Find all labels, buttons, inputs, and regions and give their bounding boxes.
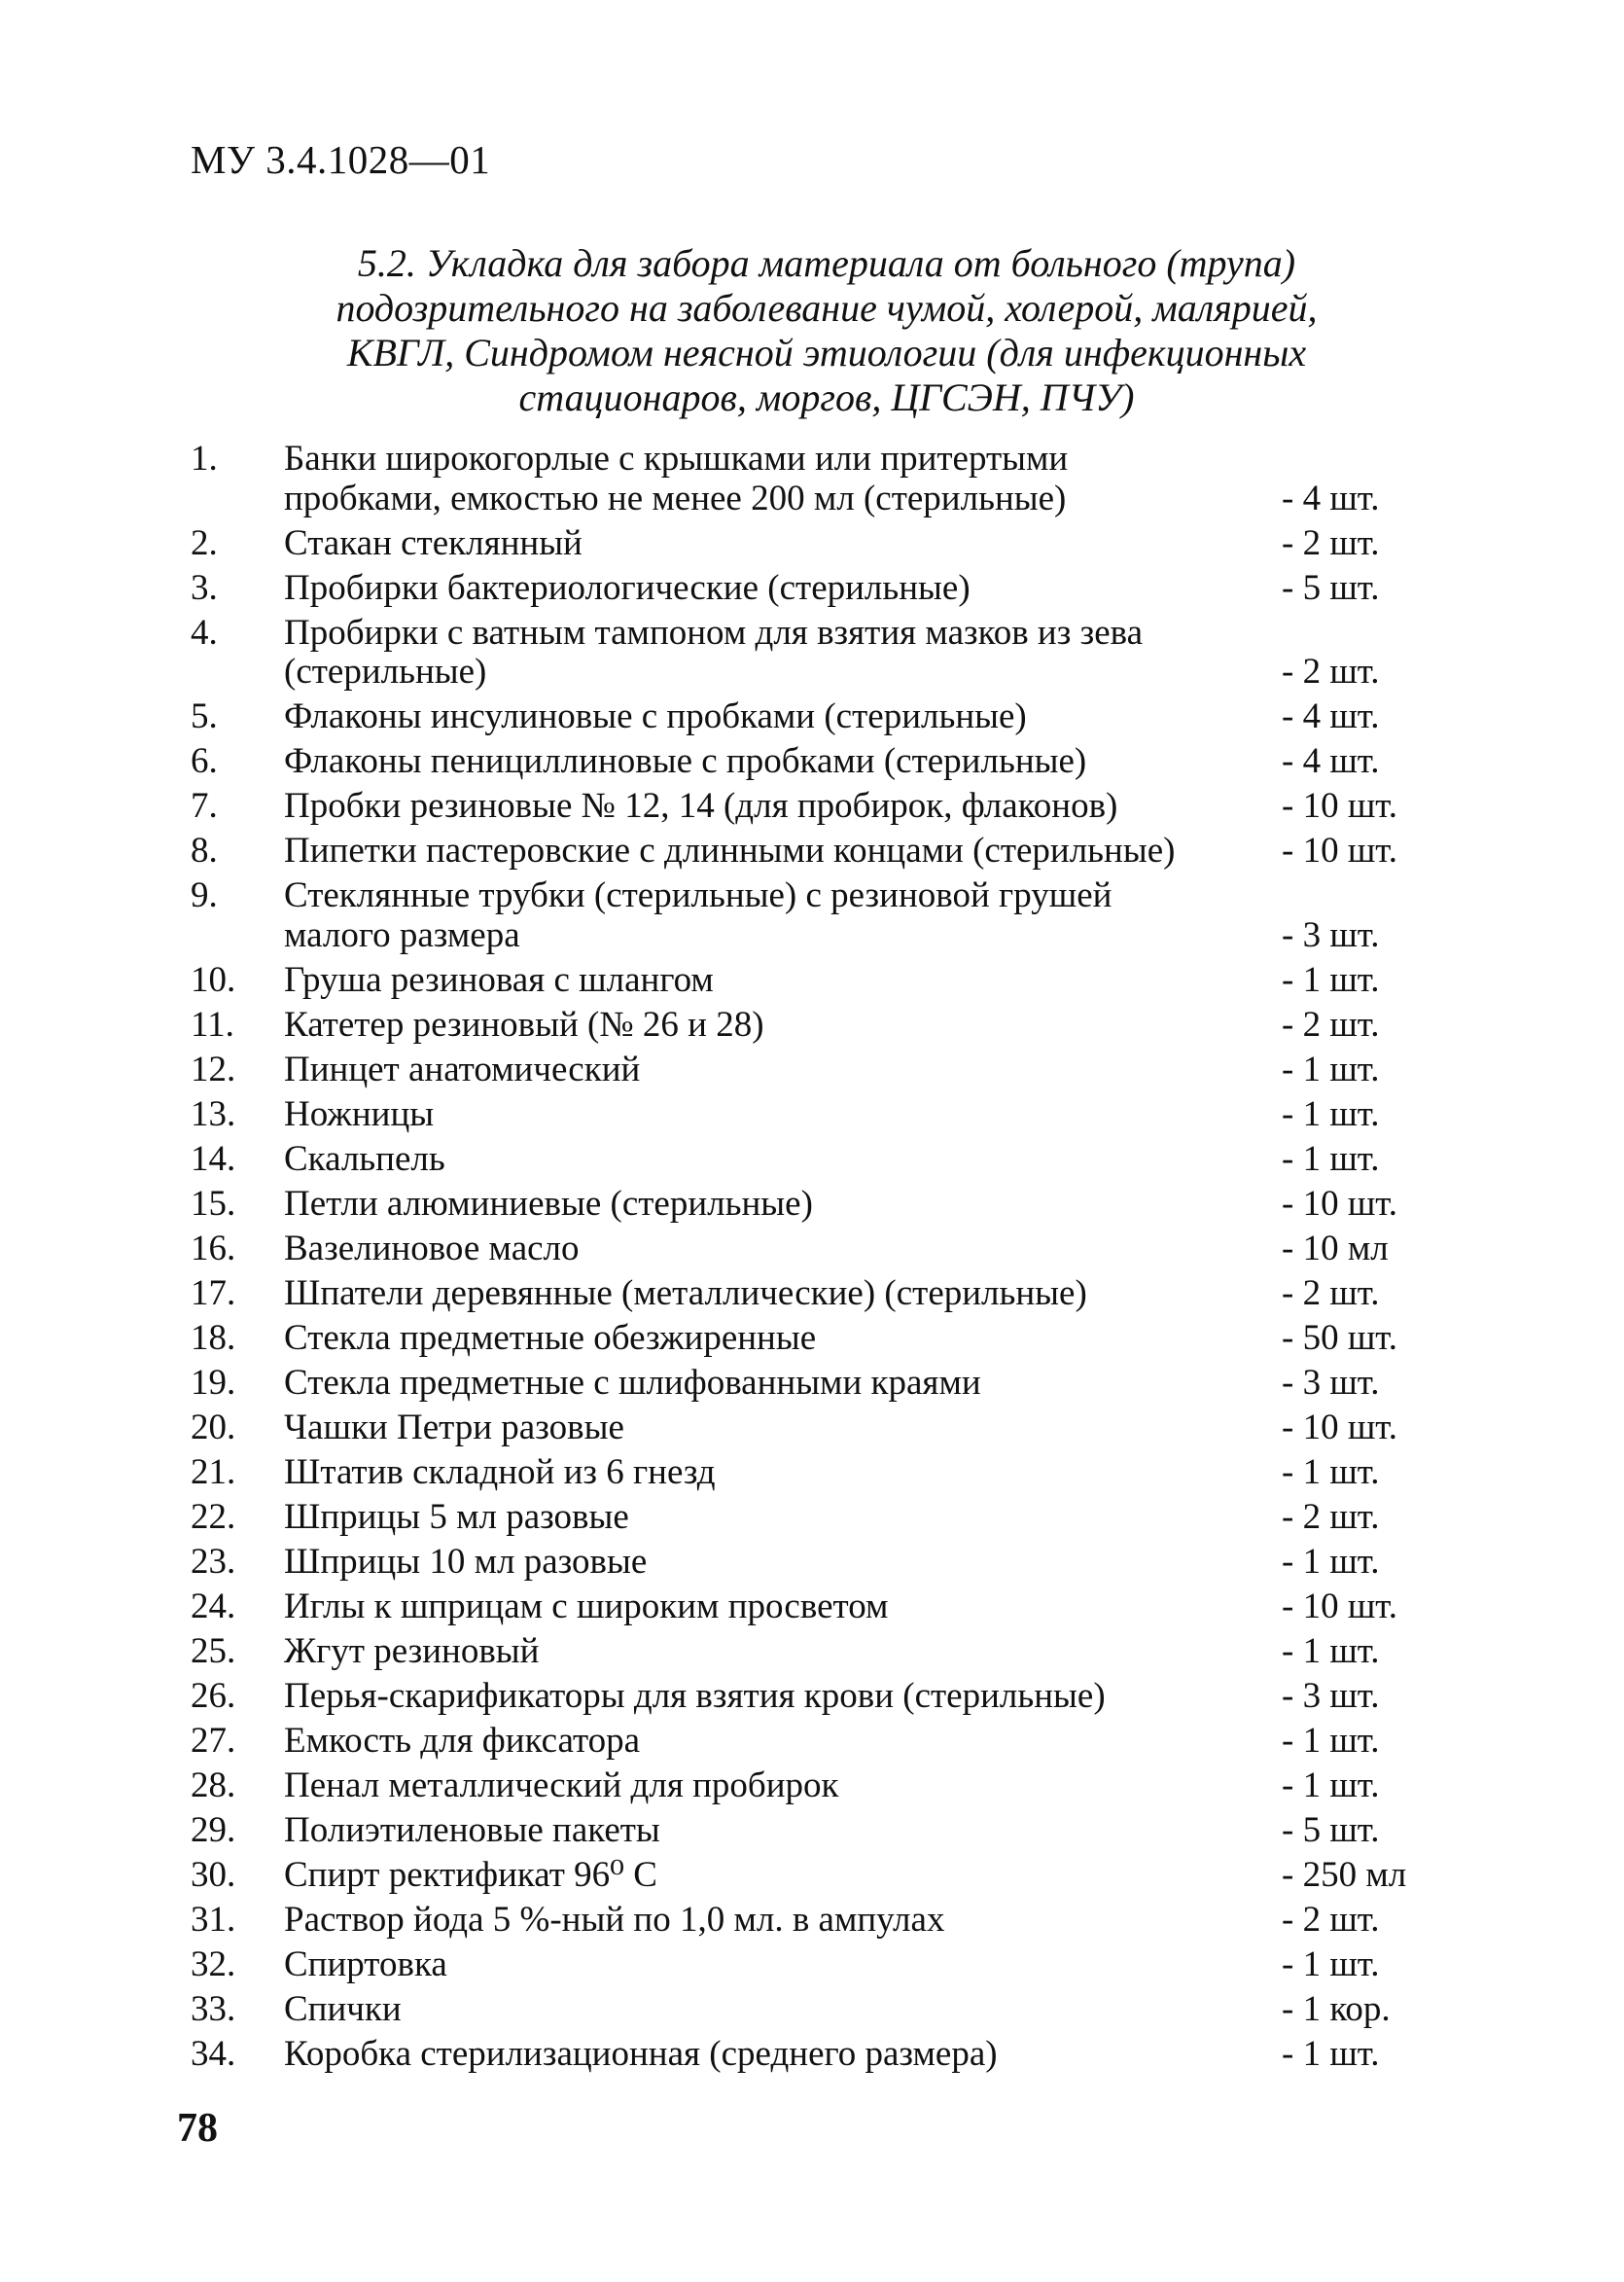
item-number: 7. [191, 786, 218, 826]
item-number: 27. [191, 1720, 236, 1761]
item-number: 26. [191, 1675, 236, 1716]
item-name-line: пробками, емкостью не менее 200 мл (стерильные) [284, 478, 1067, 518]
item-number: 17. [191, 1272, 236, 1313]
item-number: 2. [191, 522, 218, 563]
item-name-line: Стеклянные трубки (стерильные) с резиновой грушей [284, 875, 1112, 915]
item-number: 8. [191, 831, 218, 871]
item-name-line: Груша резиновая с шлангом [284, 959, 714, 1000]
item-name-line: Емкость для фиксатора [284, 1720, 641, 1761]
item-name-line: Раствор йода 5 %-ный по 1,0 мл. в ампулах [284, 1899, 945, 1940]
section-title-line: подозрительного на заболевание чумой, холерой, малярией, [335, 286, 1318, 330]
document-code: МУ 3.4.1028—01 [191, 137, 491, 182]
item-quantity: - 1 шт. [1282, 1943, 1380, 1984]
list-item [191, 1408, 1455, 1453]
item-name [284, 1632, 1256, 1672]
item-name-line: Иглы к шприцам с широким просветом [284, 1586, 889, 1626]
item-name-line: Пипетки пастеровские с длинными концами (стерильные) [284, 831, 1176, 871]
item-name [284, 961, 1256, 1001]
item-name [284, 1274, 1256, 1314]
item-number: 20. [191, 1407, 236, 1447]
item-number: 16. [191, 1228, 236, 1268]
list-item [191, 1543, 1455, 1587]
item-number: 23. [191, 1541, 236, 1582]
list-item [191, 742, 1455, 787]
item-name [284, 1543, 1256, 1583]
item-name-line: Банки широкогорлые с крышками или притертыми [284, 439, 1069, 479]
item-quantity: - 1 шт. [1282, 1765, 1380, 1805]
item-number: 18. [191, 1317, 236, 1358]
item-quantity: - 1 шт. [1282, 1049, 1380, 1089]
list-item [191, 1632, 1455, 1677]
item-number: 30. [191, 1854, 236, 1895]
item-quantity: - 10 шт. [1282, 1586, 1397, 1626]
list-item [191, 1811, 1455, 1856]
item-quantity: - 5 шт. [1282, 1809, 1380, 1850]
list-item [191, 1185, 1455, 1230]
item-name-line: Вазелиновое масло [284, 1228, 580, 1268]
item-number: 12. [191, 1049, 236, 1089]
item-name-line: Стекла предметные с шлифованными краями [284, 1362, 981, 1403]
list-item [191, 876, 1455, 961]
item-name [284, 1364, 1256, 1404]
list-item [191, 1990, 1455, 2035]
item-name [284, 1408, 1256, 1448]
list-item [191, 614, 1455, 698]
item-name [284, 1587, 1256, 1627]
item-name [284, 1901, 1256, 1941]
item-number: 13. [191, 1093, 236, 1134]
item-quantity: - 10 шт. [1282, 831, 1397, 871]
item-name-line: Спирт ректификат 96⁰ С [284, 1854, 657, 1895]
item-quantity: - 1 шт. [1282, 1541, 1380, 1582]
item-name-line: Стакан стеклянный [284, 522, 583, 563]
item-name-line: Жгут резиновый [284, 1630, 540, 1671]
item-name-line: Шприцы 5 мл разовые [284, 1496, 629, 1537]
item-name-line: Перья-скарификаторы для взятия крови (стерильные) [284, 1675, 1106, 1716]
item-name [284, 1051, 1256, 1090]
list-item [191, 440, 1455, 524]
item-quantity: - 1 кор. [1282, 1988, 1391, 2029]
list-item [191, 1140, 1455, 1185]
item-name [284, 1856, 1256, 1896]
item-number: 33. [191, 1988, 236, 2029]
item-name [284, 2035, 1256, 2075]
item-name [284, 1140, 1256, 1180]
list-item [191, 1319, 1455, 1364]
list-item [191, 1453, 1455, 1498]
list-item [191, 1051, 1455, 1095]
list-item [191, 1095, 1455, 1140]
item-name-line: Скальпель [284, 1138, 445, 1179]
item-quantity: - 250 мл [1282, 1854, 1407, 1895]
item-name-line: Катетер резиновый (№ 26 и 28) [284, 1004, 764, 1045]
item-number: 15. [191, 1183, 236, 1224]
list-item [191, 569, 1455, 614]
item-number: 5. [191, 696, 218, 736]
item-name [284, 440, 1256, 518]
item-quantity: - 4 шт. [1282, 478, 1380, 518]
item-number: 14. [191, 1138, 236, 1179]
item-quantity: - 2 шт. [1282, 1272, 1380, 1313]
item-name [284, 1230, 1256, 1269]
item-number: 34. [191, 2033, 236, 2074]
item-name-line: (стерильные) [284, 652, 487, 692]
item-name-line: Флаконы инсулиновые с пробками (стерильные) [284, 696, 1027, 736]
list-item [191, 524, 1455, 569]
item-quantity: - 1 шт. [1282, 959, 1380, 1000]
item-number: 25. [191, 1630, 236, 1671]
item-name-line: Шпатели деревянные (металлические) (стерильные) [284, 1272, 1087, 1313]
item-name-line: Спиртовка [284, 1943, 447, 1984]
item-number: 28. [191, 1765, 236, 1805]
list-item [191, 961, 1455, 1006]
item-quantity: - 2 шт. [1282, 1496, 1380, 1537]
list-item [191, 1766, 1455, 1811]
item-name-line: Стекла предметные обезжиренные [284, 1317, 817, 1358]
list-item [191, 1856, 1455, 1901]
list-item [191, 1364, 1455, 1408]
list-item [191, 1230, 1455, 1274]
item-quantity: - 1 шт. [1282, 1138, 1380, 1179]
item-name-line: малого размера [284, 914, 520, 955]
item-quantity: - 2 шт. [1282, 652, 1380, 692]
list-item [191, 1945, 1455, 1990]
item-name-line: Полиэтиленовые пакеты [284, 1809, 660, 1850]
item-number: 29. [191, 1809, 236, 1850]
section-title [272, 241, 1381, 420]
item-quantity: - 10 шт. [1282, 1407, 1397, 1447]
list-item [191, 832, 1455, 876]
item-name [284, 1006, 1256, 1046]
item-quantity: - 1 шт. [1282, 1451, 1380, 1492]
item-quantity: - 3 шт. [1282, 1675, 1380, 1716]
item-number: 4. [191, 612, 218, 653]
item-name [284, 569, 1256, 609]
item-name-line: Флаконы пенициллиновые с пробками (стерильные) [284, 741, 1087, 781]
item-name [284, 876, 1256, 955]
item-name-line: Пробки резиновые № 12, 14 (для пробирок, флаконов) [284, 786, 1118, 826]
item-name-line: Пенал металлический для пробирок [284, 1765, 839, 1805]
item-name [284, 1677, 1256, 1717]
item-name-line: Пробирки с ватным тампоном для взятия мазков из зева [284, 612, 1144, 653]
list-item [191, 1722, 1455, 1766]
list-item [191, 1587, 1455, 1632]
item-name-line: Спички [284, 1988, 402, 2029]
item-name [284, 524, 1256, 564]
item-number: 11. [191, 1004, 234, 1045]
item-number: 1. [191, 439, 218, 479]
item-number: 10. [191, 959, 236, 1000]
item-name [284, 832, 1256, 872]
item-name [284, 697, 1256, 737]
item-name-line: Пробирки бактериологические (стерильные) [284, 567, 971, 608]
item-number: 24. [191, 1586, 236, 1626]
item-quantity: - 1 шт. [1282, 2033, 1380, 2074]
items-list [191, 440, 1455, 2080]
item-number: 21. [191, 1451, 236, 1492]
item-name [284, 787, 1256, 827]
page-number: 78 [177, 2106, 218, 2151]
item-name [284, 742, 1256, 782]
item-quantity: - 5 шт. [1282, 567, 1380, 608]
list-item [191, 787, 1455, 832]
item-number: 22. [191, 1496, 236, 1537]
item-name [284, 1453, 1256, 1493]
item-name [284, 1811, 1256, 1851]
item-quantity: - 1 шт. [1282, 1093, 1380, 1134]
list-item [191, 1677, 1455, 1722]
item-quantity: - 4 шт. [1282, 696, 1380, 736]
list-item [191, 1006, 1455, 1051]
item-name [284, 1498, 1256, 1538]
item-quantity: - 4 шт. [1282, 741, 1380, 781]
item-quantity: - 1 шт. [1282, 1720, 1380, 1761]
item-number: 32. [191, 1943, 236, 1984]
item-quantity: - 10 шт. [1282, 786, 1397, 826]
item-quantity: - 2 шт. [1282, 522, 1380, 563]
item-quantity: - 10 мл [1282, 1228, 1389, 1268]
list-item [191, 2035, 1455, 2080]
section-title-line: стационаров, моргов, ЦГСЭН, ПЧУ) [518, 375, 1135, 419]
list-item [191, 1901, 1455, 1945]
item-name [284, 1319, 1256, 1359]
item-name [284, 1722, 1256, 1762]
item-quantity: - 10 шт. [1282, 1183, 1397, 1224]
item-name [284, 614, 1256, 693]
item-name-line: Штатив складной из 6 гнезд [284, 1451, 716, 1492]
item-name [284, 1095, 1256, 1135]
item-name-line: Коробка стерилизационная (среднего размера) [284, 2033, 998, 2074]
item-name [284, 1185, 1256, 1225]
item-name-line: Шприцы 10 мл разовые [284, 1541, 648, 1582]
item-number: 3. [191, 567, 218, 608]
item-quantity: - 1 шт. [1282, 1630, 1380, 1671]
list-item [191, 697, 1455, 742]
section-title-line: 5.2. Укладка для забора материала от больного (трупа) [357, 241, 1296, 285]
item-quantity: - 2 шт. [1282, 1004, 1380, 1045]
item-name-line: Пинцет анатомический [284, 1049, 641, 1089]
item-number: 6. [191, 741, 218, 781]
item-number: 19. [191, 1362, 236, 1403]
section-title-line: КВГЛ, Синдромом неясной этиологии (для инфекционных [346, 331, 1307, 374]
item-name-line: Петли алюминиевые (стерильные) [284, 1183, 813, 1224]
item-quantity: - 2 шт. [1282, 1899, 1380, 1940]
item-name [284, 1766, 1256, 1806]
item-name [284, 1990, 1256, 2030]
item-number: 31. [191, 1899, 236, 1940]
item-number: 9. [191, 875, 218, 915]
item-quantity: - 3 шт. [1282, 914, 1380, 955]
list-item [191, 1274, 1455, 1319]
item-name-line: Ножницы [284, 1093, 435, 1134]
item-name-line: Чашки Петри разовые [284, 1407, 624, 1447]
item-quantity: - 50 шт. [1282, 1317, 1397, 1358]
item-name [284, 1945, 1256, 1985]
item-quantity: - 3 шт. [1282, 1362, 1380, 1403]
list-item [191, 1498, 1455, 1543]
